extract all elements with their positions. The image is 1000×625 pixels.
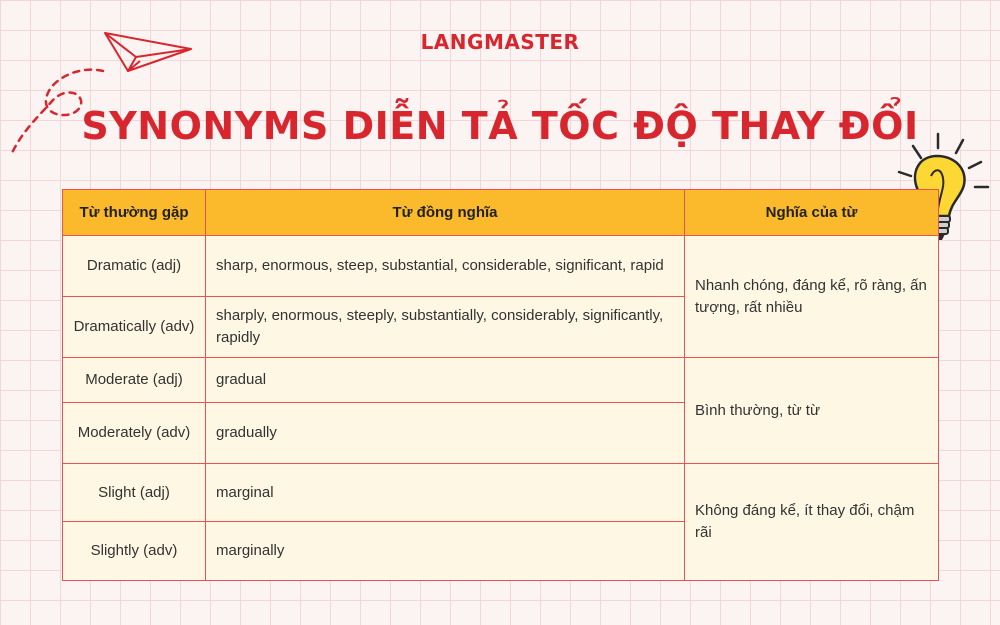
synonyms-cell: sharp, enormous, steep, substantial, considerable, significant, rapid <box>206 236 685 297</box>
meaning-cell: Nhanh chóng, đáng kể, rõ ràng, ấn tượng, rất nhiều <box>685 236 939 358</box>
meaning-cell: Không đáng kể, ít thay đổi, chậm rãi <box>685 464 939 581</box>
word-cell: Dramatically (adv) <box>63 297 206 358</box>
brand-logo: LANGMASTER <box>420 30 580 54</box>
synonyms-cell: marginal <box>206 464 685 522</box>
table-header-row <box>63 190 939 236</box>
synonyms-cell: sharply, enormous, steeply, substantially, considerably, significantly, rapidly <box>206 297 685 358</box>
page-title: SYNONYMS DIỄN TẢ TỐC ĐỘ THAY ĐỔI <box>81 104 919 148</box>
table-row <box>63 236 939 297</box>
word-cell: Moderate (adj) <box>63 358 206 403</box>
word-cell: Moderately (adv) <box>63 403 206 464</box>
header-common-word: Từ thường gặp <box>63 190 206 236</box>
word-cell: Dramatic (adj) <box>63 236 206 297</box>
word-cell: Slight (adj) <box>63 464 206 522</box>
table-row <box>63 358 939 403</box>
synonyms-cell: marginally <box>206 522 685 581</box>
header-meaning: Nghĩa của từ <box>685 190 939 236</box>
header-synonyms: Từ đồng nghĩa <box>206 190 685 236</box>
synonyms-table <box>62 189 939 581</box>
word-cell: Slightly (adv) <box>63 522 206 581</box>
synonyms-cell: gradual <box>206 358 685 403</box>
meaning-cell: Bình thường, từ từ <box>685 358 939 464</box>
table-row <box>63 464 939 522</box>
synonyms-cell: gradually <box>206 403 685 464</box>
